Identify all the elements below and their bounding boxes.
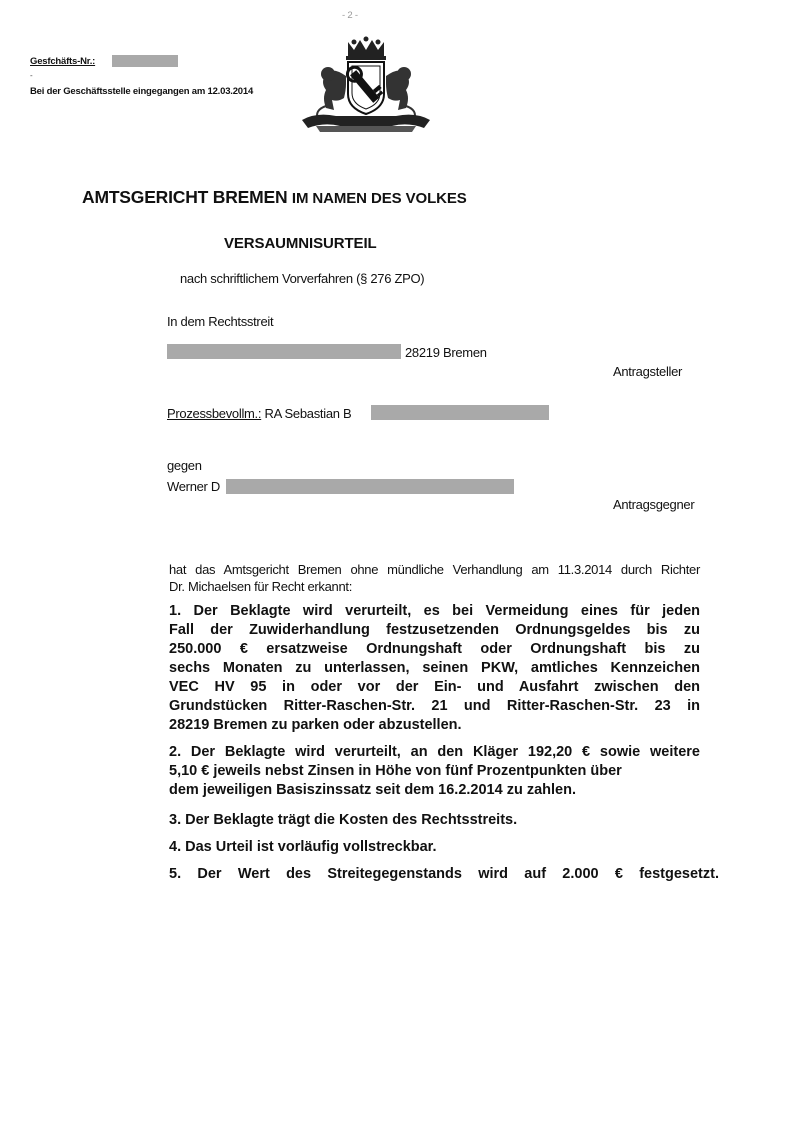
procedure-note: nach schriftlichem Vorverfahren (§ 276 ZPO) [180, 271, 425, 286]
counsel-name: RA Sebastian B [264, 406, 352, 421]
court-heading [82, 187, 467, 208]
ruling-item-5 [169, 865, 719, 884]
plaintiff-redaction [167, 344, 401, 359]
ruling-line: 250.000 € ersatzweise Ordnungshaft oder Ordnungshaft bis zu [169, 641, 700, 657]
page-number: - 2 - [342, 10, 358, 21]
counsel-line [167, 406, 351, 421]
intro-line: hat das Amtsgericht Bremen ohne mündliche Verhandlung am 11.3.2014 durch Richter [169, 562, 700, 577]
counsel-redaction [371, 405, 549, 420]
plaintiff-role: Antragsteller [613, 364, 683, 379]
proceedings-intro: In dem Rechtsstreit [167, 314, 274, 329]
ruling-line: 1. Der Beklagte wird verurteilt, es bei Vermeidung eines für jeden [169, 603, 700, 619]
plaintiff-city: 28219 Bremen [405, 345, 487, 360]
ruling-item-1 [169, 602, 700, 735]
ruling-line: 5. Der Wert des Streitegegenstands wird auf 2.000 € festgesetzt. [169, 866, 719, 882]
ruling-line: dem jeweiligen Basiszinssatz seit dem 16.2.2014 zu zahlen. [169, 782, 576, 798]
ruling-line: 3. Der Beklagte trägt die Kosten des Rechtsstreits. [169, 812, 518, 828]
judgment-title: VERSAUMNISURTEIL [224, 235, 377, 252]
case-number-label: Gesfchäfts-Nr.: [30, 56, 96, 67]
coat-of-arms-logo [296, 36, 436, 136]
case-number-redaction [112, 55, 178, 67]
ruling-line: 2. Der Beklagte wird verurteilt, an den Kläger 192,20 € sowie weitere [169, 744, 700, 760]
ruling-line: VEC HV 95 in oder vor der Ein- und Ausfahrt zwischen den [169, 679, 700, 695]
ruling-line: sechs Monaten zu unterlassen, seinen PKW, amtliches Kennzeichen [169, 660, 700, 676]
defendant-name: Werner D [167, 479, 220, 494]
received-line: Bei der Geschäftsstelle eingegangen am 12.03.2014 [30, 86, 254, 97]
defendant-redaction [226, 479, 514, 494]
ruling-line: Fall der Zuwiderhandlung festzusetzenden Ordnungsgeldes bis zu [169, 622, 700, 638]
decision-intro [169, 561, 700, 595]
ruling-item-2 [169, 743, 700, 800]
in-name-of-people: IM NAMEN DES VOLKES [291, 190, 467, 207]
defendant-role: Antragsgegner [613, 497, 695, 512]
ruling-item-3 [169, 811, 700, 830]
dash-mark: - [30, 71, 33, 80]
court-name: AMTSGERICHT BREMEN [82, 187, 288, 207]
counsel-label: Prozessbevollm.: [167, 406, 262, 421]
intro-line: Dr. Michaelsen für Recht erkannt: [169, 579, 353, 594]
against-label: gegen [167, 458, 202, 473]
ruling-item-4 [169, 838, 700, 857]
ruling-line: Grundstücken Ritter-Raschen-Str. 21 und Ritter-Raschen-Str. 23 in [169, 698, 700, 714]
ruling-line: 5,10 € jeweils nebst Zinsen in Höhe von fünf Prozentpunkten über [169, 763, 622, 779]
ruling-line: 28219 Bremen zu parken oder abzustellen. [169, 717, 462, 733]
ruling-line: 4. Das Urteil ist vorläufig vollstreckbar. [169, 839, 437, 855]
